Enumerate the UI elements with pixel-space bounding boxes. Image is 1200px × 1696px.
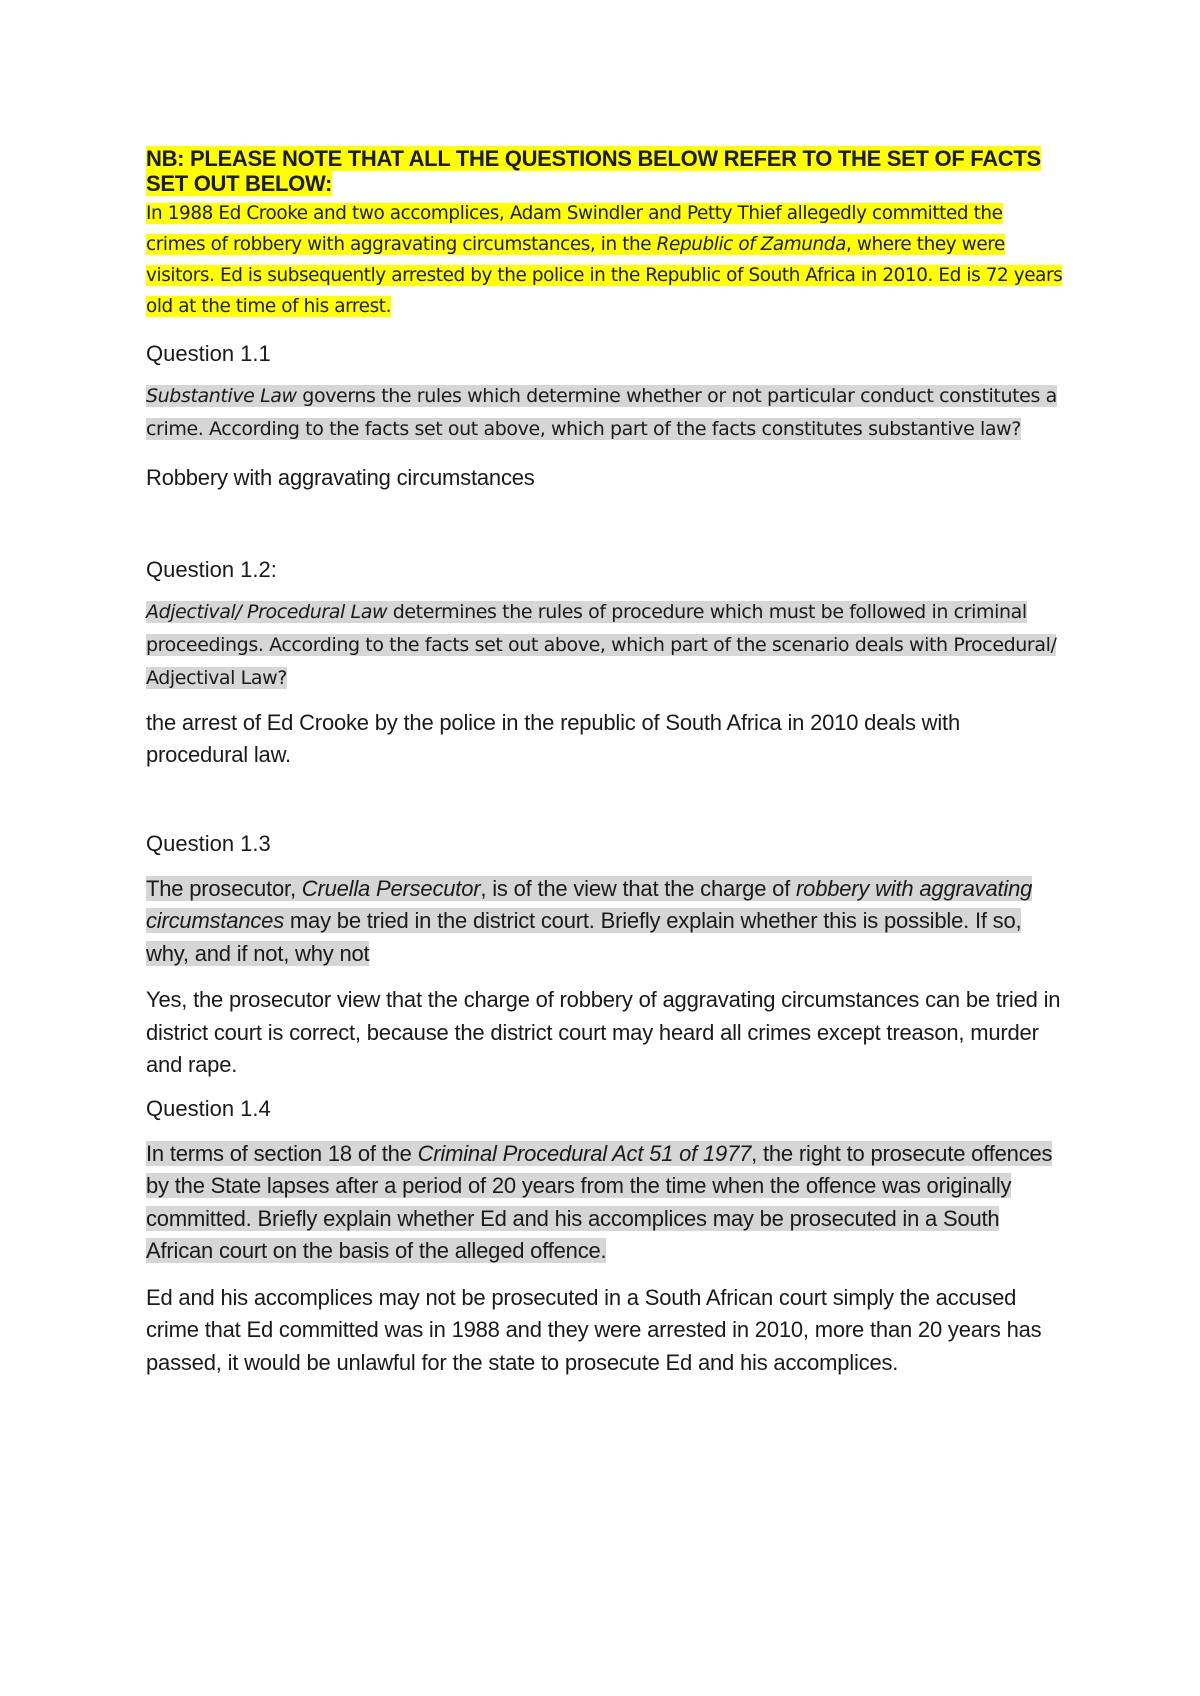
facts-text — [146, 203, 1062, 317]
question-1-1-highlight — [146, 385, 1057, 440]
facts-text-2: , where they were visitors. Ed is subsequently arrested by the police in the Republic of South Africa in 2010. Ed is 72 years old at the time of his arrest. — [146, 234, 1063, 317]
question-1-2-label: Question 1.2: — [146, 556, 277, 582]
question-1-4-highlight — [146, 1141, 1052, 1264]
answer-1-2: the arrest of Ed Crooke by the police in the republic of South Africa in 2010 deals with procedural law. — [146, 709, 960, 767]
facts-italic-place: Republic of Zamunda — [656, 234, 846, 255]
answer-1-3: Yes, the prosecutor view that the charge of robbery of aggravating circumstances can be tried in district court is correct, because the district court may heard all crimes except treason, murder and rape. — [146, 987, 1061, 1077]
question-1-1-italic: Substantive Law — [146, 385, 297, 407]
question-1-1-text — [146, 380, 1066, 446]
question-1-3-italic-1: Cruella Persecutor — [301, 875, 481, 901]
question-1-2-highlight — [146, 601, 1056, 689]
question-1-1-rest: governs the rules which determine whether or not particular conduct constitutes a crime. According to the facts set out above, which part of the facts constitutes substantive law? — [146, 385, 1057, 440]
notice-heading — [146, 146, 1066, 196]
question-1-4-text — [146, 1138, 1066, 1268]
answer-1-4: Ed and his accomplices may not be prosecuted in a South African court simply the accused crime that Ed committed was in 1988 and they were arrested in 2010, more than 20 years has passed, it would be unlawful for the state to prosecute Ed and his accomplices. — [146, 1284, 1042, 1375]
document-page — [146, 146, 1066, 1379]
question-1-2-rest: determines the rules of procedure which must be followed in criminal proceedings. According to the facts set out above, which part of the scenario deals with Procedural/ Adjectival Law? — [146, 600, 1057, 689]
question-1-4-part-1: In terms of section 18 of the — [146, 1140, 418, 1166]
question-1-3-part-3: may be tried in the district court. Briefly explain whether this is possible. If so, why, and if not, why not — [146, 908, 1022, 966]
question-1-1-label: Question 1.1 — [146, 341, 271, 366]
answer-1-1: Robbery with aggravating circumstances — [146, 465, 535, 490]
question-1-2-italic: Adjectival/ Procedural Law — [146, 600, 388, 623]
question-1-4-part-2: , the right to prosecute offences by the State lapses after a period of 20 years from the time when the offence was originally committed. Briefly explain whether Ed and his accomplices may be prosecuted in a South African court on the basis of the alleged offence. — [146, 1140, 1053, 1263]
question-1-3-italic-2: robbery with aggravating circumstances — [146, 875, 1033, 933]
notice-heading-text: NB: PLEASE NOTE THAT ALL THE QUESTIONS BELOW REFER TO THE SET OF FACTS SET OUT BELOW: — [146, 146, 1041, 196]
question-1-4-italic: Criminal Procedural Act 51 of 1977 — [417, 1140, 752, 1166]
question-1-4-label: Question 1.4 — [146, 1095, 271, 1121]
question-1-3-part-1: The prosecutor, — [146, 875, 302, 901]
question-1-3-label: Question 1.3 — [146, 830, 271, 856]
question-1-3-highlight — [146, 876, 1032, 966]
question-1-2-text — [146, 596, 1066, 695]
facts-text-1: In 1988 Ed Crooke and two accomplices, Adam Swindler and Petty Thief allegedly committed the crimes of robbery with aggravating circumstances, in the — [146, 203, 1003, 255]
facts-paragraph — [146, 198, 1066, 322]
question-1-3-part-2: , is of the view that the charge of — [480, 875, 797, 901]
question-1-3-text — [146, 873, 1066, 971]
